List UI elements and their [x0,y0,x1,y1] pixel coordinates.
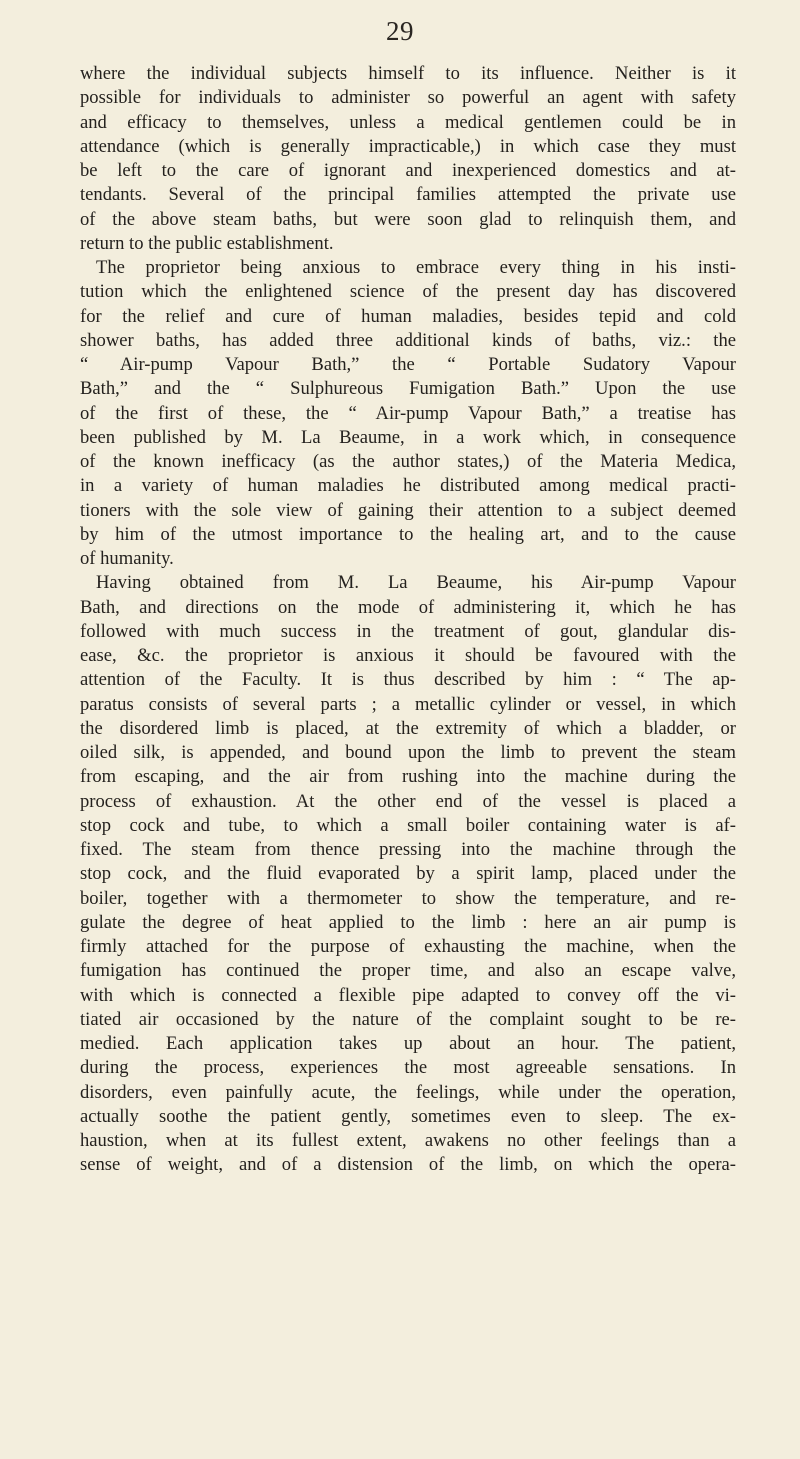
text-line: boiler, together with a thermometer to show the temperature, and re- [80,887,736,909]
text-line: in a variety of human maladies he distributed among medical practi- [80,475,736,497]
text-line: possible for individuals to administer so powerful an agent with safety [80,87,736,109]
text-line: the disordered limb is placed, at the extremity of which a bladder, or [80,717,736,739]
text-line: shower baths, has added three additional kinds of baths, viz.: the [80,329,736,351]
page-number: 29 [386,16,414,46]
text-line: actually soothe the patient gently, sometimes even to sleep. The ex- [80,1105,736,1127]
text-line: been published by M. La Beaume, in a work which, in consequence [80,426,736,448]
text-line: attention of the Faculty. It is thus described by him : “ The ap- [80,669,736,691]
text-line: and efficacy to themselves, unless a medical gentlemen could be in [80,111,736,133]
text-line: ease, &c. the proprietor is anxious it should be favoured with the [80,645,736,666]
text-line: Bath,” and the “ Sulphureous Fumigation Bath.” Upon the use [80,378,736,400]
body-text [80,62,736,1178]
text-line: during the process, experiences the most agreeable sensations. In [80,1057,736,1079]
text-line: of the above steam baths, but were soon glad to relinquish them, and [80,208,736,230]
text-line: disorders, even painfully acute, the feelings, while under the operation, [80,1081,736,1103]
text-line: for the relief and cure of human maladies, besides tepid and cold [80,305,736,327]
text-line: return to the public establishment. [80,232,334,254]
text-line: oiled silk, is appended, and bound upon the limb to prevent the steam [80,742,736,763]
text-line: followed with much success in the treatment of gout, glandular dis- [80,620,736,642]
text-line: fumigation has continued the proper time, and also an escape valve, [80,960,736,982]
text-line: with which is connected a flexible pipe adapted to convey off the vi- [80,984,736,1006]
text-line: where the individual subjects himself to its influence. Neither is it [80,63,736,84]
text-line: sense of weight, and of a distension of the limb, on which the opera- [80,1154,736,1176]
text-line: process of exhaustion. At the other end of the vessel is placed a [80,790,736,812]
text-line: haustion, when at its fullest extent, awakens no other feelings than a [80,1130,736,1151]
text-line: tiated air occasioned by the nature of the complaint sought to be re- [80,1008,736,1030]
text-line: of the known inefficacy (as the author states,) of the Materia Medica, [80,451,736,472]
text-line: Bath, and directions on the mode of administering it, which he has [80,596,736,618]
text-line: of the first of these, the “ Air-pump Vapour Bath,” a treatise has [80,402,736,424]
text-line: of humanity. [80,548,174,569]
text-line: stop cock, and the fluid evaporated by a spirit lamp, placed under the [80,863,736,885]
text-line: “ Air-pump Vapour Bath,” the “ Portable Sudatory Vapour [80,354,736,375]
text-line: stop cock and tube, to which a small boiler containing water is af- [80,814,736,836]
text-line: from escaping, and the air from rushing into the machine during the [80,766,736,788]
text-line: fixed. The steam from thence pressing into the machine through the [80,839,736,860]
text-line: tendants. Several of the principal families attempted the private use [80,184,736,206]
text-line: tioners with the sole view of gaining their attention to a subject deemed [80,499,736,521]
text-line: tution which the enlightened science of the present day has discovered [80,281,736,303]
text-line: firmly attached for the purpose of exhausting the machine, when the [80,936,736,957]
text-line: Having obtained from M. La Beaume, his Air-pump Vapour [96,572,736,594]
text-line: by him of the utmost importance to the healing art, and to the cause [80,523,736,545]
text-line: medied. Each application takes up about an hour. The patient, [80,1033,736,1054]
text-line: attendance (which is generally impracticable,) in which case they must [80,135,736,157]
text-line: paratus consists of several parts ; a metallic cylinder or vessel, in which [80,693,736,715]
text-line: The proprietor being anxious to embrace every thing in his insti- [96,257,736,278]
text-line: be left to the care of ignorant and inexperienced domestics and at- [80,160,736,181]
text-line: gulate the degree of heat applied to the limb : here an air pump is [80,911,736,933]
